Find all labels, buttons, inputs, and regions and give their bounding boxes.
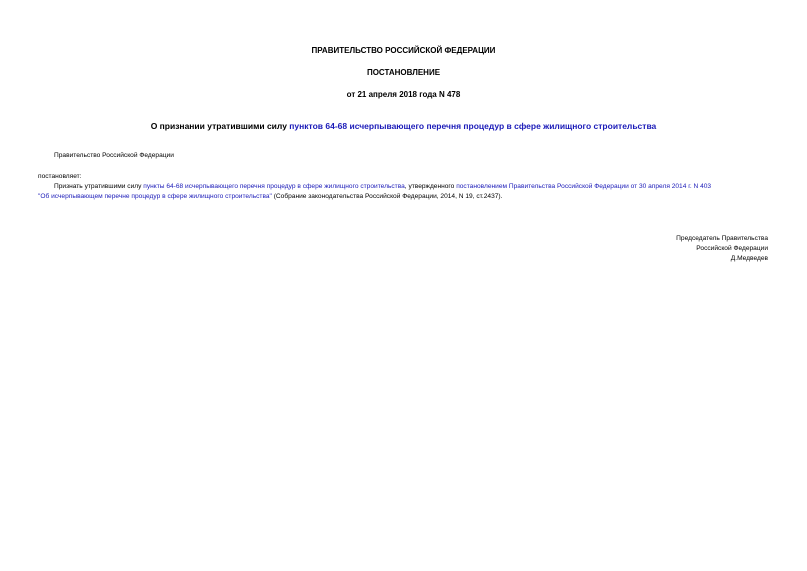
title-prefix: О признании утратившими силу [150, 121, 290, 131]
date-number-heading: от 21 апреля 2018 года N 478 [346, 90, 461, 99]
signature-country: Российской Федерации [696, 245, 768, 252]
title-link[interactable]: пунктов 64-68 исчерпывающего перечня процедур в сфере жилищного строительства [289, 121, 657, 131]
paragraph-line-2 [38, 192, 502, 201]
document-title [0, 121, 807, 132]
signature-position: Председатель Правительства [676, 235, 768, 242]
paragraph-text-1: Признать утратившими силу [54, 183, 144, 190]
paragraph-line-1 [54, 182, 711, 191]
points-link[interactable]: пункты 64-68 исчерпывающего перечня процедур в сфере жилищного строительства [143, 183, 405, 190]
government-heading: ПРАВИТЕЛЬСТВО РОССИЙСКОЙ ФЕДЕРАЦИИ [311, 46, 496, 55]
signature-name: Д.Медведев [730, 255, 768, 262]
paragraph-text-2: , утвержденного [404, 183, 457, 190]
resolution-title-link[interactable]: "Об исчерпывающем перечне процедур в сфере жилищного строительства" [38, 193, 272, 200]
document-type-heading: ПОСТАНОВЛЕНИЕ [366, 68, 441, 77]
resolution-link[interactable]: постановлением Правительства Российской Федерации от 30 апреля 2014 г. N 403 [456, 183, 712, 190]
paragraph-text-3: (Собрание законодательства Российской Федерации, 2014, N 19, ст.2437). [271, 193, 503, 200]
issuer-text: Правительство Российской Федерации [54, 152, 174, 159]
resolves-text: постановляет: [38, 173, 82, 180]
